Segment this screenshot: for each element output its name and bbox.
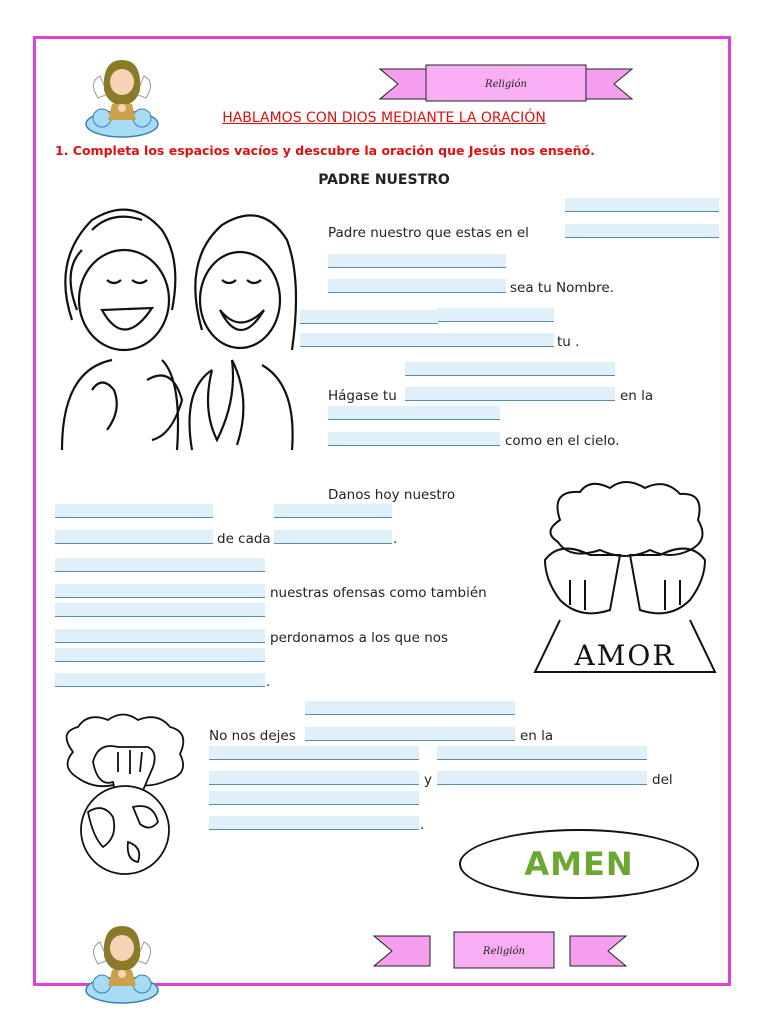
prayer-line-7: de cada	[217, 531, 271, 547]
prayer-line-5: como en el cielo.	[505, 433, 620, 449]
blank-venga-1[interactable]	[300, 310, 438, 324]
instruction-text: 1. Completa los espacios vacíos y descubre la oración que Jesús nos enseñó.	[55, 143, 595, 158]
prayer-line-13-dot: .	[420, 817, 425, 833]
prayer-line-4b: en la	[620, 388, 654, 404]
blank-pan-2[interactable]	[55, 530, 213, 544]
page-title: HABLAMOS CON DIOS MEDIANTE LA ORACIÓN	[222, 110, 546, 126]
blank-cielo-2[interactable]	[565, 224, 719, 238]
blank-venga-3[interactable]	[300, 333, 438, 347]
blank-voluntad-2[interactable]	[405, 387, 615, 401]
amor-label: AMOR	[574, 639, 676, 672]
blank-santificado-2[interactable]	[328, 279, 506, 293]
amen-oval	[459, 829, 699, 899]
prayer-title: PADRE NUESTRO	[318, 172, 450, 188]
blank-dia-2[interactable]	[274, 530, 392, 544]
blank-libranos-1[interactable]	[437, 746, 647, 760]
blank-perdona-1[interactable]	[55, 558, 265, 572]
prayer-line-11b: en la	[520, 728, 554, 744]
prayer-line-9: perdonamos a los que nos	[270, 630, 449, 646]
prayer-line-8: nuestras ofensas como también	[270, 585, 487, 601]
prayer-line-11a: No nos dejes	[209, 728, 296, 744]
blank-nosotros-2[interactable]	[55, 629, 265, 643]
angel-cloud-icon	[80, 924, 164, 1006]
blank-cielo-1[interactable]	[565, 198, 719, 212]
blank-voluntad-1[interactable]	[405, 362, 615, 376]
blank-caer-1[interactable]	[305, 701, 515, 715]
prayer-line-1: Padre nuestro que estas en el	[328, 225, 529, 241]
prayer-line-12a: y	[424, 772, 432, 788]
prayer-line-2: sea tu Nombre.	[510, 280, 614, 296]
blank-tentacion-1[interactable]	[209, 746, 419, 760]
blank-ofenden-1[interactable]	[55, 648, 265, 662]
prayer-line-7-dot: .	[393, 531, 398, 547]
blank-ofenden-2[interactable]	[55, 673, 265, 687]
prayer-line-12b: del	[652, 772, 673, 788]
ribbon-label-bottom: Religión	[483, 946, 525, 957]
praying-children-illustration	[52, 200, 302, 460]
prayer-line-6: Danos hoy nuestro	[328, 487, 456, 503]
prayer-line-4a: Hágase tu	[328, 388, 397, 404]
blank-venga-4[interactable]	[438, 333, 554, 347]
blank-dia-1[interactable]	[274, 504, 392, 518]
blank-mal-2[interactable]	[209, 816, 419, 830]
prayer-line-10-dot: .	[266, 674, 271, 690]
ribbon-banner-top	[378, 63, 634, 107]
blank-santificado-1[interactable]	[328, 254, 506, 268]
angel-cloud-icon	[80, 58, 164, 140]
hand-world-illustration	[58, 712, 193, 877]
blank-perdona-2[interactable]	[55, 584, 265, 598]
ribbon-banner-bottom	[372, 930, 628, 974]
blank-nosotros-1[interactable]	[55, 603, 265, 617]
blank-tierra-1[interactable]	[328, 406, 500, 420]
blank-libranos-2[interactable]	[437, 771, 647, 785]
blank-mal-1[interactable]	[209, 791, 419, 805]
ribbon-label-top: Religión	[485, 79, 527, 90]
blank-venga-2[interactable]	[438, 308, 554, 322]
amor-hands-illustration	[530, 480, 720, 675]
blank-tierra-2[interactable]	[328, 432, 500, 446]
blank-pan-1[interactable]	[55, 504, 213, 518]
prayer-line-3: tu .	[557, 334, 580, 350]
amen-label: AMEN	[524, 845, 634, 883]
blank-tentacion-2[interactable]	[209, 771, 419, 785]
blank-caer-2[interactable]	[305, 727, 515, 741]
